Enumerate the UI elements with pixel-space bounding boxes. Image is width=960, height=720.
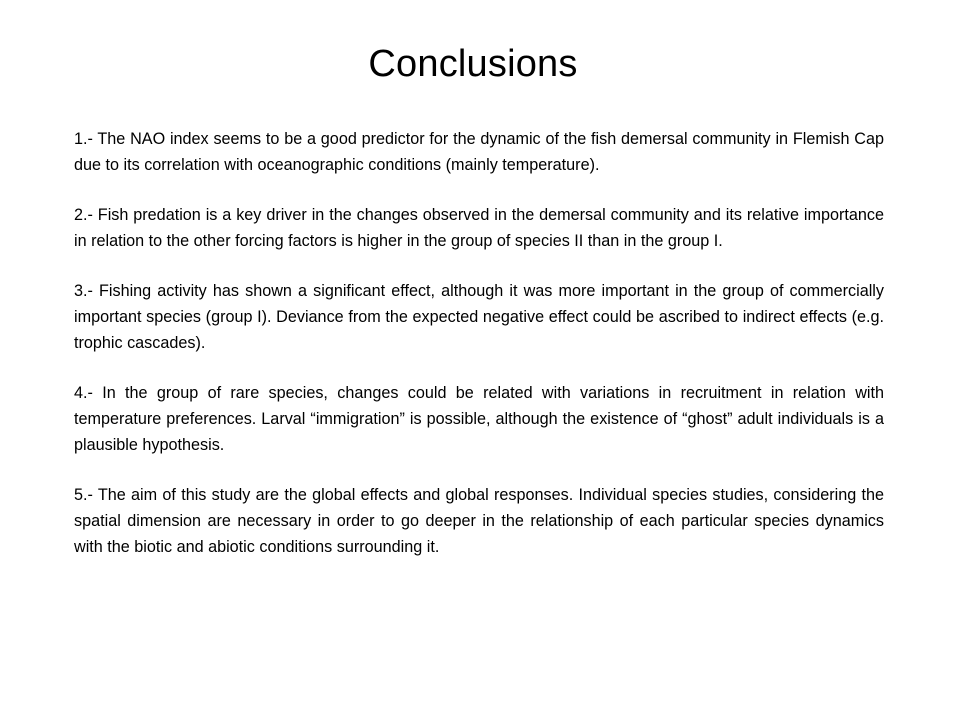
conclusion-item-2: 2.- Fish predation is a key driver in the changes observed in the demersal community and its relative importance in relation to the other forcing factors is higher in the group of species II than in the group I.: [74, 206, 884, 250]
conclusions-list: [74, 126, 884, 584]
conclusion-item-4: 4.- In the group of rare species, changes could be related with variations in recruitment in relation with temperature preferences. Larval “immigration” is possible, although the existence of “ghost” adult individuals is a plausible hypothesis.: [74, 384, 884, 454]
slide-title: Conclusions: [368, 43, 578, 85]
conclusion-item-1: 1.- The NAO index seems to be a good predictor for the dynamic of the fish demersal community in Flemish Cap due to its correlation with oceanographic conditions (mainly temperature).: [74, 130, 884, 174]
conclusion-item-5: 5.- The aim of this study are the global effects and global responses. Individual species studies, considering the spatial dimension are necessary in order to go deeper in the relationship of each particular species dynamics with the biotic and abiotic conditions surrounding it.: [74, 486, 884, 556]
conclusion-item-3: 3.- Fishing activity has shown a significant effect, although it was more important in the group of commercially important species (group I). Deviance from the expected negative effect could be ascribed to indirect effects (e.g. trophic cascades).: [74, 282, 884, 352]
